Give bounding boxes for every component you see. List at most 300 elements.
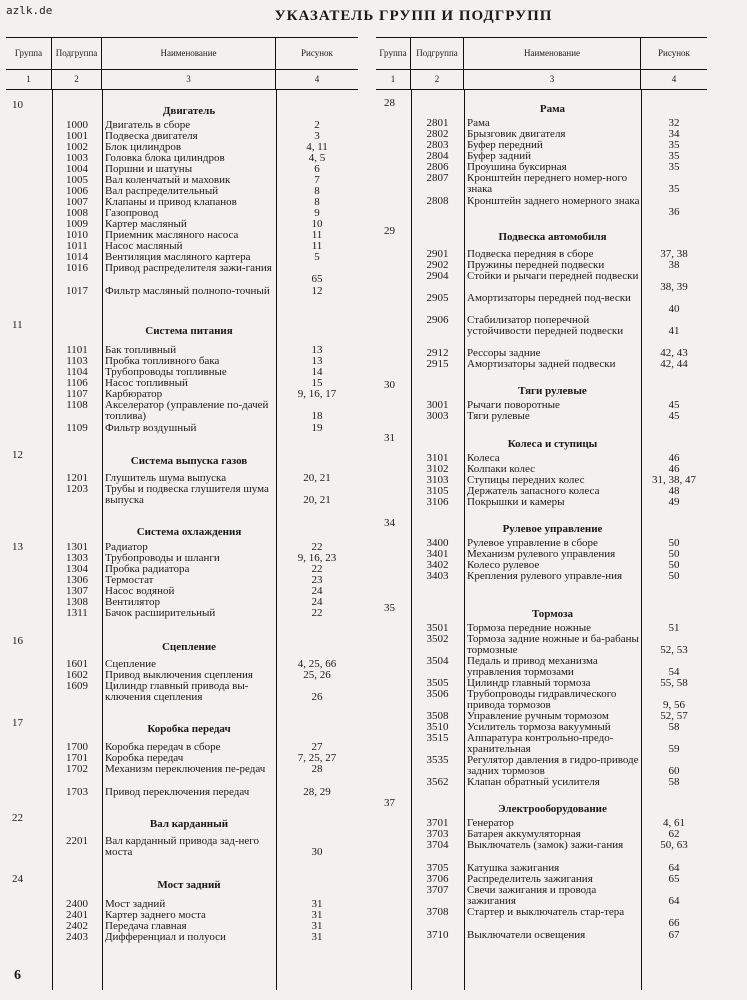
group-number: 17 xyxy=(12,717,23,729)
group-number: 24 xyxy=(12,873,23,885)
subgroup-code: 3562 xyxy=(426,776,449,788)
subgroup-name: Рычаги поворотные xyxy=(467,399,560,411)
subgroup-name: Привод выключения сцепления xyxy=(105,669,253,681)
figure-ref: 42, 44 xyxy=(660,358,688,370)
group-number: 22 xyxy=(12,812,23,824)
figure-ref: 4, 11 xyxy=(306,141,328,153)
subgroup-code: 1201 xyxy=(66,472,88,484)
header-subgroup: Подгруппа xyxy=(411,38,464,69)
figure-ref: 31 xyxy=(311,920,323,932)
subgroup-code: 2803 xyxy=(426,139,449,151)
table-row xyxy=(376,249,707,260)
table-row xyxy=(376,400,707,411)
table-row xyxy=(376,623,707,634)
figure-ref: 7, 25, 27 xyxy=(297,752,337,764)
subgroup-name: Передача главная xyxy=(105,920,187,932)
table-row xyxy=(376,733,707,755)
subgroup-name: Картер масляный xyxy=(105,218,187,230)
table-body xyxy=(376,90,707,990)
group-title: Двигатель xyxy=(162,105,216,117)
subgroup-code: 2906 xyxy=(426,314,449,326)
table-row xyxy=(376,315,707,337)
subgroup-code: 2912 xyxy=(426,347,449,359)
page-title: УКАЗАТЕЛЬ ГРУПП И ПОДГРУПП xyxy=(274,8,553,24)
subgroup-name: Коробка передач xyxy=(105,752,184,764)
subgroup-code: 2801 xyxy=(426,117,449,129)
subgroup-code: 1106 xyxy=(66,377,88,389)
table-row xyxy=(376,874,707,885)
subgroup-name: Буфер передний xyxy=(467,139,543,151)
subgroup-name: Газопровод xyxy=(105,207,159,219)
subgroup-code: 1700 xyxy=(66,741,88,753)
figure-ref: 35 xyxy=(668,139,680,151)
figure-ref: 8 xyxy=(314,185,320,197)
table-row xyxy=(6,899,358,910)
subgroup-code: 3510 xyxy=(426,721,449,733)
subgroup-code: 1203 xyxy=(66,483,88,495)
subgroup-name: Свечи зажигания и провода зажигания xyxy=(467,884,597,907)
table-row xyxy=(6,742,358,753)
figure-ref: 46 xyxy=(668,463,680,475)
figure-ref: 49 xyxy=(668,496,680,508)
subgroup-code: 3701 xyxy=(426,817,449,829)
subgroup-code: 3001 xyxy=(426,399,449,411)
subgroup-name: Педаль и привод механизма управления тормозами xyxy=(467,655,598,678)
subgroup-code: 3505 xyxy=(426,677,449,689)
subgroup-code: 3710 xyxy=(426,929,449,941)
subgroup-name: Карбюратор xyxy=(105,388,163,400)
subgroup-name: Блок цилиндров xyxy=(105,141,182,153)
group-title: Коробка передач xyxy=(147,723,231,735)
figure-ref: 13 xyxy=(311,344,323,356)
subgroup-name: Стартер и выключатель стар-тера xyxy=(467,906,625,918)
table-row xyxy=(6,921,358,932)
subgroup-code: 2902 xyxy=(426,259,449,271)
subgroup-code: 3402 xyxy=(426,559,449,571)
table-row xyxy=(376,538,707,549)
subgroup-name: Колесо рулевое xyxy=(467,559,540,571)
table-row xyxy=(6,252,358,263)
table-row xyxy=(376,173,707,195)
subgroup-name: Рессоры задние xyxy=(467,347,541,359)
column-number: 1 xyxy=(376,70,411,89)
subgroup-name: Клапаны и привод клапанов xyxy=(105,196,237,208)
subgroup-name: Клапан обратный усилителя xyxy=(467,776,600,788)
subgroup-code: 3704 xyxy=(426,839,449,851)
subgroup-code: 3103 xyxy=(426,474,449,486)
figure-ref: 26 xyxy=(311,691,323,703)
figure-ref: 65 xyxy=(668,873,680,885)
figure-ref: 27 xyxy=(311,741,323,753)
table-row xyxy=(376,348,707,359)
figure-ref: 60 xyxy=(668,765,680,777)
table-row xyxy=(376,411,707,422)
subgroup-name: Коробка передач в сборе xyxy=(105,741,221,753)
subgroup-name: Привод переключения передач xyxy=(105,786,250,798)
table-row xyxy=(376,634,707,656)
table-row xyxy=(376,129,707,140)
subgroup-code: 1009 xyxy=(66,218,88,230)
figure-ref: 25, 26 xyxy=(303,669,331,681)
table-row xyxy=(6,836,358,858)
table-row xyxy=(376,930,707,941)
subgroup-code: 2802 xyxy=(426,128,449,140)
table-row xyxy=(6,659,358,670)
group-title: Мост задний xyxy=(157,879,221,891)
subgroup-code: 1016 xyxy=(66,262,88,274)
subgroup-code: 3102 xyxy=(426,463,449,475)
figure-ref: 64 xyxy=(668,862,680,874)
header-name: Наименование xyxy=(102,38,276,69)
subgroup-code: 3705 xyxy=(426,862,449,874)
subgroup-code: 1010 xyxy=(66,229,88,241)
figure-ref: 35 xyxy=(668,183,680,195)
figure-ref: 52, 57 xyxy=(660,710,688,722)
figure-ref: 18 xyxy=(311,410,323,422)
figure-ref: 64 xyxy=(668,895,680,907)
subgroup-code: 1101 xyxy=(66,344,88,356)
table-row xyxy=(376,140,707,151)
figure-ref: 58 xyxy=(668,721,680,733)
table-row xyxy=(376,863,707,874)
figure-ref: 62 xyxy=(668,828,680,840)
figure-ref: 34 xyxy=(668,128,680,140)
subgroup-name: Колеса xyxy=(467,452,500,464)
figure-ref: 46 xyxy=(668,452,680,464)
subgroup-name: Рулевое управление в сборе xyxy=(467,537,598,549)
group-title: Рулевое управление xyxy=(502,523,603,535)
subgroup-name: Приемник масляного насоса xyxy=(105,229,239,241)
figure-ref: 11 xyxy=(311,240,323,252)
figure-ref: 19 xyxy=(311,422,323,434)
subgroup-name: Выключатель (замок) зажи-гания xyxy=(467,839,624,851)
figure-ref: 9 xyxy=(314,207,320,219)
table-row xyxy=(6,186,358,197)
figure-ref: 2 xyxy=(314,119,320,131)
subgroup-code: 1103 xyxy=(66,355,88,367)
figure-ref: 58 xyxy=(668,776,680,788)
figure-ref: 30 xyxy=(311,846,323,858)
table-row xyxy=(376,678,707,689)
subgroup-name: Катушка зажигания xyxy=(467,862,560,874)
subgroup-code: 3403 xyxy=(426,570,449,582)
subgroup-name: Фильтр масляный полнопо-точный xyxy=(105,285,270,297)
subgroup-code: 3501 xyxy=(426,622,449,634)
figure-ref: 45 xyxy=(668,410,680,422)
column-number: 1 xyxy=(6,70,52,89)
subgroup-code: 3502 xyxy=(426,633,449,645)
group-number: 31 xyxy=(384,432,395,444)
subgroup-code: 2904 xyxy=(426,270,449,282)
subgroup-name: Картер заднего моста xyxy=(105,909,206,921)
table-row xyxy=(6,378,358,389)
table-row xyxy=(376,453,707,464)
column-number: 3 xyxy=(464,70,641,89)
group-title: Система питания xyxy=(145,325,233,337)
header-name: Наименование xyxy=(464,38,641,69)
table-row xyxy=(6,356,358,367)
figure-ref: 50 xyxy=(668,537,680,549)
subgroup-name: Тяги рулевые xyxy=(467,410,530,422)
table-row xyxy=(6,910,358,921)
group-number: 13 xyxy=(12,541,23,553)
subgroup-code: 3003 xyxy=(426,410,449,422)
header-figure: Рисунок xyxy=(301,48,333,58)
table-row xyxy=(6,153,358,164)
subgroup-name: Трубопроводы гидравлического привода тормозов xyxy=(467,688,617,711)
subgroup-code: 1014 xyxy=(66,251,88,263)
figure-ref: 35 xyxy=(668,150,680,162)
figure-ref: 38 xyxy=(668,259,680,271)
subgroup-code: 2905 xyxy=(426,292,449,304)
figure-ref: 22 xyxy=(311,541,323,553)
group-number: 11 xyxy=(12,319,23,331)
figure-ref: 9, 56 xyxy=(663,699,685,711)
table-row xyxy=(376,359,707,370)
group-number: 34 xyxy=(384,517,395,529)
column-number: 2 xyxy=(52,70,102,89)
group-number: 12 xyxy=(12,449,23,461)
table-row xyxy=(6,932,358,943)
figure-ref: 48 xyxy=(668,485,680,497)
table-row xyxy=(6,764,358,775)
figure-ref: 3 xyxy=(314,130,320,142)
table-row xyxy=(376,840,707,851)
table-row xyxy=(6,345,358,356)
subgroup-name: Привод распределителя зажи-гания xyxy=(105,262,272,274)
subgroup-code: 1701 xyxy=(66,752,88,764)
subgroup-name: Вентиляция масляного картера xyxy=(105,251,251,263)
figure-ref: 4, 61 xyxy=(663,817,685,829)
subgroup-name: Насос водяной xyxy=(105,585,175,597)
subgroup-code: 1007 xyxy=(66,196,88,208)
figure-ref: 31, 38, 47 xyxy=(652,474,696,486)
figure-ref: 37, 38 xyxy=(660,248,688,260)
subgroup-code: 1006 xyxy=(66,185,88,197)
subgroup-name: Амортизаторы передней под-вески xyxy=(467,292,631,304)
subgroup-name: Цилиндр главный привода вы-ключения сцепления xyxy=(105,680,249,703)
table-row xyxy=(376,818,707,829)
table-row xyxy=(6,586,358,597)
table-row xyxy=(6,575,358,586)
subgroup-name: Держатель запасного колеса xyxy=(467,485,600,497)
table-row xyxy=(6,608,358,619)
subgroup-code: 2400 xyxy=(66,898,88,910)
subgroup-code: 1609 xyxy=(66,680,88,692)
subgroup-code: 1001 xyxy=(66,130,88,142)
subgroup-code: 1003 xyxy=(66,152,88,164)
table-body xyxy=(6,90,358,990)
subgroup-name: Насос масляный xyxy=(105,240,183,252)
figure-ref: 40 xyxy=(668,303,680,315)
figure-ref: 22 xyxy=(311,563,323,575)
group-number: 28 xyxy=(384,97,395,109)
subgroup-code: 1004 xyxy=(66,163,88,175)
figure-ref: 9, 16, 23 xyxy=(297,552,337,564)
group-title: Рама xyxy=(539,103,566,115)
subgroup-name: Фильтр воздушный xyxy=(105,422,197,434)
column-number: 4 xyxy=(671,74,677,84)
subgroup-name: Вал распределительный xyxy=(105,185,219,197)
subgroup-name: Подвеска двигателя xyxy=(105,130,198,142)
subgroup-name: Колпаки колес xyxy=(467,463,536,475)
subgroup-code: 1311 xyxy=(66,607,88,619)
subgroup-name: Выключатели освещения xyxy=(467,929,586,941)
figure-ref: 51 xyxy=(668,622,680,634)
group-title: Тяги рулевые xyxy=(518,385,587,397)
subgroup-code: 2201 xyxy=(66,835,88,847)
subgroup-name: Ступицы передних колес xyxy=(467,474,585,486)
figure-ref: 31 xyxy=(311,909,323,921)
subgroup-code: 1008 xyxy=(66,207,88,219)
table-row xyxy=(376,196,707,218)
subgroup-name: Стойки и рычаги передней подвески xyxy=(467,270,639,282)
subgroup-code: 2808 xyxy=(426,195,449,207)
table-row xyxy=(6,542,358,553)
subgroup-name: Батарея аккумуляторная xyxy=(467,828,581,840)
subgroup-name: Распределитель зажигания xyxy=(467,873,593,885)
column-number: 2 xyxy=(411,70,464,89)
subgroup-code: 3105 xyxy=(426,485,449,497)
subgroup-name: Рама xyxy=(467,117,490,129)
table-row xyxy=(6,484,358,506)
table-row xyxy=(6,423,358,434)
subgroup-code: 1304 xyxy=(66,563,88,575)
figure-ref: 11 xyxy=(311,229,323,241)
figure-ref: 14 xyxy=(311,366,323,378)
group-number: 30 xyxy=(384,379,395,391)
subgroup-name: Брызговик двигателя xyxy=(467,128,566,140)
subgroup-code: 1002 xyxy=(66,141,88,153)
subgroup-code: 3101 xyxy=(426,452,449,464)
figure-ref: 15 xyxy=(311,377,323,389)
figure-ref: 9, 16, 17 xyxy=(297,388,337,400)
subgroup-name: Пробка топливного бака xyxy=(105,355,220,367)
subgroup-name: Кронштейн заднего номерного знака xyxy=(467,195,640,207)
figure-ref: 31 xyxy=(311,931,323,943)
subgroup-name: Вентилятор xyxy=(105,596,161,608)
subgroup-name: Управление ручным тормозом xyxy=(467,710,609,722)
figure-ref: 10 xyxy=(311,218,323,230)
figure-ref: 8 xyxy=(314,196,320,208)
subgroup-code: 1000 xyxy=(66,119,88,131)
figure-ref: 32 xyxy=(668,117,680,129)
subgroup-name: Генератор xyxy=(467,817,514,829)
table-row xyxy=(376,829,707,840)
subgroup-code: 1303 xyxy=(66,552,88,564)
subgroup-name: Усилитель тормоза вакуумный xyxy=(467,721,611,733)
figure-ref: 20, 21 xyxy=(303,494,331,506)
table-row xyxy=(6,197,358,208)
subgroup-code: 1005 xyxy=(66,174,88,186)
figure-ref: 41 xyxy=(668,325,680,337)
subgroup-name: Регулятор давления в гидро-приводе задних тормозов xyxy=(467,754,639,777)
table-row xyxy=(6,564,358,575)
subgroup-code: 2402 xyxy=(66,920,88,932)
subgroup-code: 1108 xyxy=(66,399,88,411)
subgroup-name: Поршни и шатуны xyxy=(105,163,193,175)
table-row xyxy=(376,162,707,173)
subgroup-name: Амортизаторы задней подвески xyxy=(467,358,616,370)
subgroup-name: Подвеска передняя в сборе xyxy=(467,248,594,260)
subgroup-name: Крепления рулевого управле-ния xyxy=(467,570,623,582)
watermark: azlk.de xyxy=(6,4,53,17)
figure-ref: 12 xyxy=(311,285,323,297)
figure-ref: 50 xyxy=(668,570,680,582)
subgroup-code: 2403 xyxy=(66,931,88,943)
header-subgroup: Подгруппа xyxy=(52,38,102,69)
subgroup-code: 1109 xyxy=(66,422,88,434)
table-row xyxy=(6,400,358,422)
table-row xyxy=(6,681,358,703)
subgroup-code: 3708 xyxy=(426,906,449,918)
subgroup-name: Пробка радиатора xyxy=(105,563,190,575)
subgroup-code: 3401 xyxy=(426,548,449,560)
figure-ref: 50 xyxy=(668,548,680,560)
subgroup-name: Головка блока цилиндров xyxy=(105,152,225,164)
subgroup-name: Кронштейн переднего номер-ного знака xyxy=(467,172,628,195)
table-row xyxy=(376,271,707,293)
table-row xyxy=(376,549,707,560)
subgroup-name: Акселератор (управление по-дачей топлива) xyxy=(105,399,269,422)
group-title: Сцепление xyxy=(161,641,217,653)
figure-ref: 45 xyxy=(668,399,680,411)
subgroup-name: Бачок расширительный xyxy=(105,607,216,619)
group-title: Система выпуска газов xyxy=(130,455,248,467)
table-row xyxy=(376,118,707,129)
group-number: 35 xyxy=(384,602,395,614)
subgroup-code: 1306 xyxy=(66,574,88,586)
subgroup-code: 3706 xyxy=(426,873,449,885)
group-title: Подвеска автомобиля xyxy=(498,231,607,243)
figure-ref: 7 xyxy=(314,174,320,186)
table-row xyxy=(6,219,358,230)
subgroup-code: 2401 xyxy=(66,909,88,921)
subgroup-code: 3515 xyxy=(426,732,449,744)
table-row xyxy=(376,907,707,929)
figure-ref: 23 xyxy=(311,574,323,586)
figure-ref: 22 xyxy=(311,607,323,619)
table-row xyxy=(6,164,358,175)
subgroup-code: 1017 xyxy=(66,285,88,297)
subgroup-name: Трубопроводы и шланги xyxy=(105,552,220,564)
subgroup-name: Термостат xyxy=(105,574,154,586)
subgroup-code: 1702 xyxy=(66,763,88,775)
table-row xyxy=(376,885,707,907)
table-row xyxy=(376,711,707,722)
table-row xyxy=(6,473,358,484)
figure-ref: 4, 25, 66 xyxy=(297,658,337,670)
table-row xyxy=(6,131,358,142)
table-row xyxy=(376,293,707,315)
header-group: Группа xyxy=(376,38,411,69)
subgroup-name: Глушитель шума выпуска xyxy=(105,472,227,484)
page-number: 6 xyxy=(14,968,21,983)
group-title: Электрооборудование xyxy=(498,803,607,815)
figure-ref: 24 xyxy=(311,596,323,608)
subgroup-name: Дифференциал и полуоси xyxy=(105,931,226,943)
table-row xyxy=(6,175,358,186)
group-number: 29 xyxy=(384,225,395,237)
subgroup-code: 3504 xyxy=(426,655,449,667)
figure-ref: 4, 5 xyxy=(308,152,326,164)
table-row xyxy=(376,497,707,508)
figure-ref: 67 xyxy=(668,929,680,941)
figure-ref: 55, 58 xyxy=(660,677,688,689)
subgroup-code: 1703 xyxy=(66,786,88,798)
subgroup-name: Насос топливный xyxy=(105,377,188,389)
table-row xyxy=(6,553,358,564)
